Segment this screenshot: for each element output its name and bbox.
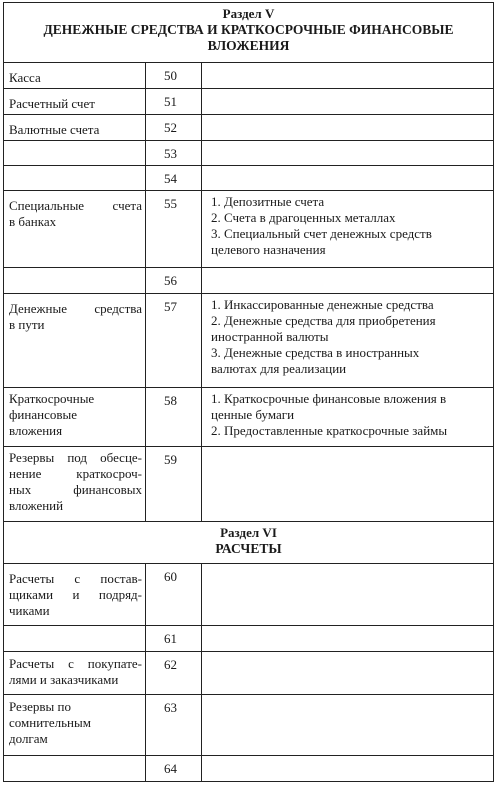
- account-number: 53: [146, 141, 202, 166]
- table-row: [4, 63, 494, 89]
- account-name-line: Краткосрочные: [9, 391, 95, 406]
- subaccounts: [202, 294, 494, 388]
- subaccount-line: 2. Счета в драгоценных металлах: [211, 210, 396, 225]
- account-name-line: щиками и подряд-: [9, 587, 142, 602]
- account-name-line: в банках: [9, 214, 57, 229]
- subaccount-line: иностранной валюты: [211, 329, 329, 344]
- account-name-line: долгам: [9, 731, 48, 746]
- account-name-line: Денежные средства: [9, 301, 142, 316]
- accounts-table: [3, 2, 494, 782]
- account-number: 57: [146, 294, 202, 388]
- table-row: [4, 447, 494, 522]
- account-name: [4, 756, 146, 782]
- account-name: [4, 447, 146, 522]
- subaccounts: [202, 166, 494, 191]
- table-row: [4, 115, 494, 141]
- account-number: 51: [146, 89, 202, 115]
- account-name: Касса: [4, 63, 146, 89]
- subaccount-line: 2. Денежные средства для приобретения: [211, 313, 436, 328]
- subaccount-line: 3. Специальный счет денежных средств: [211, 226, 432, 241]
- table-row: [4, 294, 494, 388]
- subaccount-line: 1. Инкассированные денежные средства: [211, 297, 434, 312]
- account-number: 61: [146, 626, 202, 652]
- account-name: [4, 564, 146, 626]
- subaccounts: [202, 115, 494, 141]
- section-header: [4, 3, 494, 63]
- account-name-line: нение краткосроч-: [9, 466, 142, 481]
- account-name: [4, 652, 146, 695]
- account-number: 60: [146, 564, 202, 626]
- subaccounts: [202, 268, 494, 294]
- account-number: 50: [146, 63, 202, 89]
- table-row: [4, 191, 494, 268]
- account-name-line: Резервы под обесце-: [9, 450, 142, 465]
- account-name: [4, 141, 146, 166]
- account-number: 63: [146, 695, 202, 756]
- section-subtitle-cont: ВЛОЖЕНИЯ: [207, 38, 290, 53]
- account-number: 55: [146, 191, 202, 268]
- subaccount-line: ценные бумаги: [211, 407, 295, 422]
- account-name: [4, 294, 146, 388]
- table-row: [4, 388, 494, 447]
- account-name-line: вложений: [9, 498, 64, 513]
- subaccount-line: 1. Краткосрочные финансовые вложения в: [211, 391, 447, 406]
- section-subtitle: РАСЧЕТЫ: [215, 541, 282, 556]
- subaccount-line: целевого назначения: [211, 242, 326, 257]
- section-vi-header: [4, 522, 494, 564]
- account-name-line: Резервы по: [9, 699, 71, 714]
- account-number: 64: [146, 756, 202, 782]
- subaccounts: [202, 89, 494, 115]
- subaccounts: [202, 756, 494, 782]
- table-row: [4, 89, 494, 115]
- subaccount-line: 3. Денежные средства в иностранных: [211, 345, 420, 360]
- account-name-line: в пути: [9, 317, 45, 332]
- account-number: 59: [146, 447, 202, 522]
- account-number: 56: [146, 268, 202, 294]
- section-header: [4, 522, 494, 564]
- table-row: [4, 141, 494, 166]
- account-name-line: Расчеты с покупате-: [9, 656, 142, 671]
- table-row: [4, 626, 494, 652]
- account-name: Расчетный счет: [4, 89, 146, 115]
- subaccount-line: валютах для реализации: [211, 361, 347, 376]
- subaccounts: [202, 141, 494, 166]
- subaccount-line: 1. Депозитные счета: [211, 194, 325, 209]
- account-number: 62: [146, 652, 202, 695]
- account-name-line: вложения: [9, 423, 63, 438]
- subaccounts: [202, 626, 494, 652]
- account-name: [4, 268, 146, 294]
- account-name: [4, 388, 146, 447]
- account-name-line: лями и заказчиками: [9, 672, 119, 687]
- table-row: [4, 756, 494, 782]
- account-name-line: ных финансовых: [9, 482, 142, 497]
- table-row: [4, 268, 494, 294]
- subaccounts: [202, 695, 494, 756]
- account-name-line: финансовые: [9, 407, 77, 422]
- subaccounts: [202, 564, 494, 626]
- account-name: [4, 626, 146, 652]
- account-name-line: Специальные счета: [9, 198, 142, 213]
- account-number: 58: [146, 388, 202, 447]
- table-row: [4, 652, 494, 695]
- subaccounts: [202, 388, 494, 447]
- table-row: [4, 695, 494, 756]
- account-name-line: Расчеты с постав-: [9, 571, 142, 586]
- account-name: [4, 695, 146, 756]
- section-title: Раздел VI: [220, 525, 277, 540]
- section-v-header: [4, 3, 494, 63]
- table-row: [4, 564, 494, 626]
- section-subtitle: ДЕНЕЖНЫЕ СРЕДСТВА И КРАТКОСРОЧНЫЕ ФИНАНСОВЫЕ: [43, 22, 454, 37]
- account-name: Валютные счета: [4, 115, 146, 141]
- account-number: 54: [146, 166, 202, 191]
- account-name: [4, 166, 146, 191]
- subaccounts: [202, 447, 494, 522]
- subaccounts: [202, 63, 494, 89]
- subaccounts: [202, 652, 494, 695]
- subaccounts: [202, 191, 494, 268]
- account-name-line: сомнительным: [9, 715, 91, 730]
- table-row: [4, 166, 494, 191]
- account-number: 52: [146, 115, 202, 141]
- section-title: Раздел V: [222, 6, 275, 21]
- account-name: [4, 191, 146, 268]
- account-name-line: чиками: [9, 603, 50, 618]
- subaccount-line: 2. Предоставленные краткосрочные займы: [211, 423, 448, 438]
